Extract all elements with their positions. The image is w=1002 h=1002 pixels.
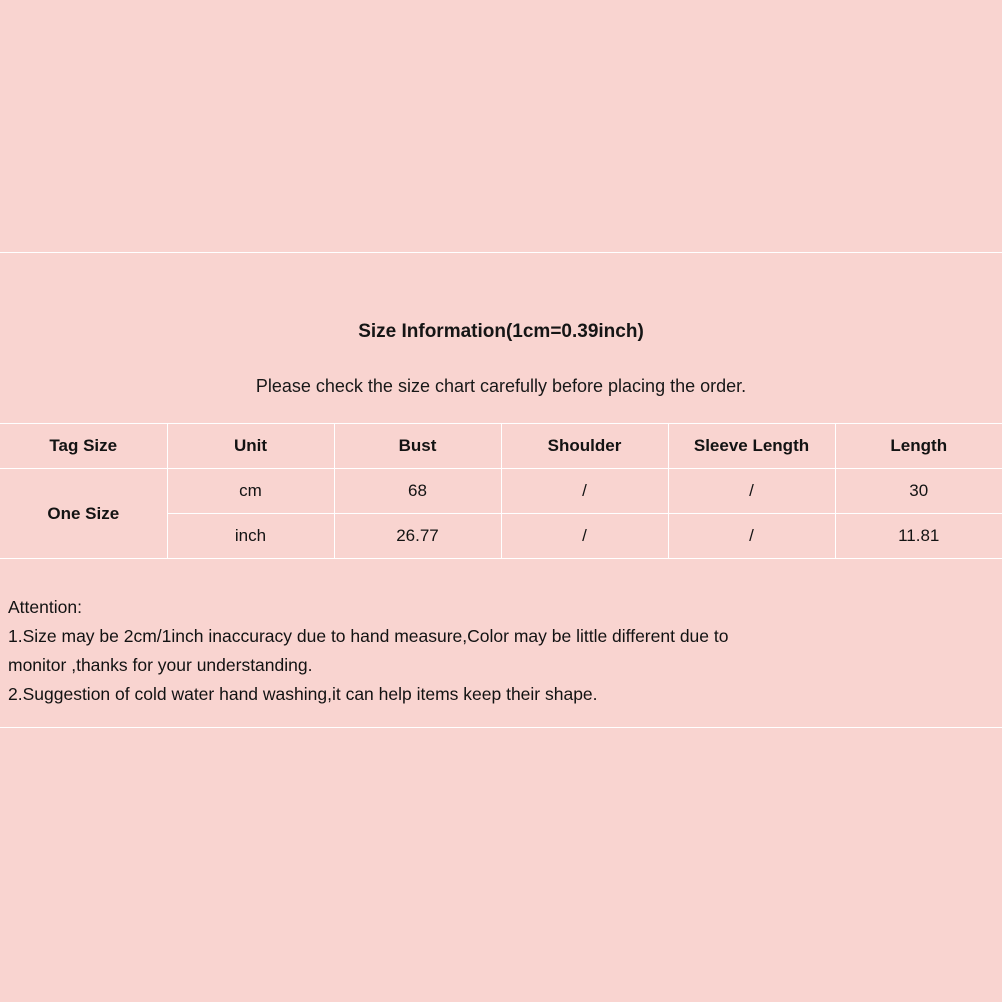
column-header-shoulder: Shoulder	[501, 424, 668, 469]
column-header-sleeve-length: Sleeve Length	[668, 424, 835, 469]
column-header-tag-size: Tag Size	[0, 424, 167, 469]
cell-length-cm: 30	[835, 469, 1002, 514]
cell-unit-cm: cm	[167, 469, 334, 514]
cell-bust-cm: 68	[334, 469, 501, 514]
page-subtitle: Please check the size chart carefully before placing the order.	[255, 376, 747, 396]
cell-tag-size: One Size	[0, 469, 167, 559]
cell-sleeve-length-inch: /	[668, 514, 835, 559]
attention-block	[0, 559, 1002, 709]
column-header-unit: Unit	[167, 424, 334, 469]
attention-line-1: 1.Size may be 2cm/1inch inaccuracy due to hand measure,Color may be little different due to	[8, 626, 729, 646]
cell-shoulder-cm: /	[501, 469, 668, 514]
card-bottom-divider	[0, 709, 1002, 728]
attention-heading: Attention:	[8, 597, 82, 617]
cell-sleeve-length-cm: /	[668, 469, 835, 514]
cell-shoulder-inch: /	[501, 514, 668, 559]
size-chart-card	[0, 252, 1002, 728]
column-header-length: Length	[835, 424, 1002, 469]
table-row	[0, 469, 1002, 514]
attention-line-3: 2.Suggestion of cold water hand washing,it can help items keep their shape.	[8, 684, 598, 704]
page-title: Size Information(1cm=0.39inch)	[358, 321, 644, 342]
attention-line-2: monitor ,thanks for your understanding.	[8, 655, 313, 675]
cell-bust-inch: 26.77	[334, 514, 501, 559]
table-header-row	[0, 424, 1002, 469]
size-table	[0, 423, 1002, 559]
cell-unit-inch: inch	[167, 514, 334, 559]
column-header-bust: Bust	[334, 424, 501, 469]
cell-length-inch: 11.81	[835, 514, 1002, 559]
